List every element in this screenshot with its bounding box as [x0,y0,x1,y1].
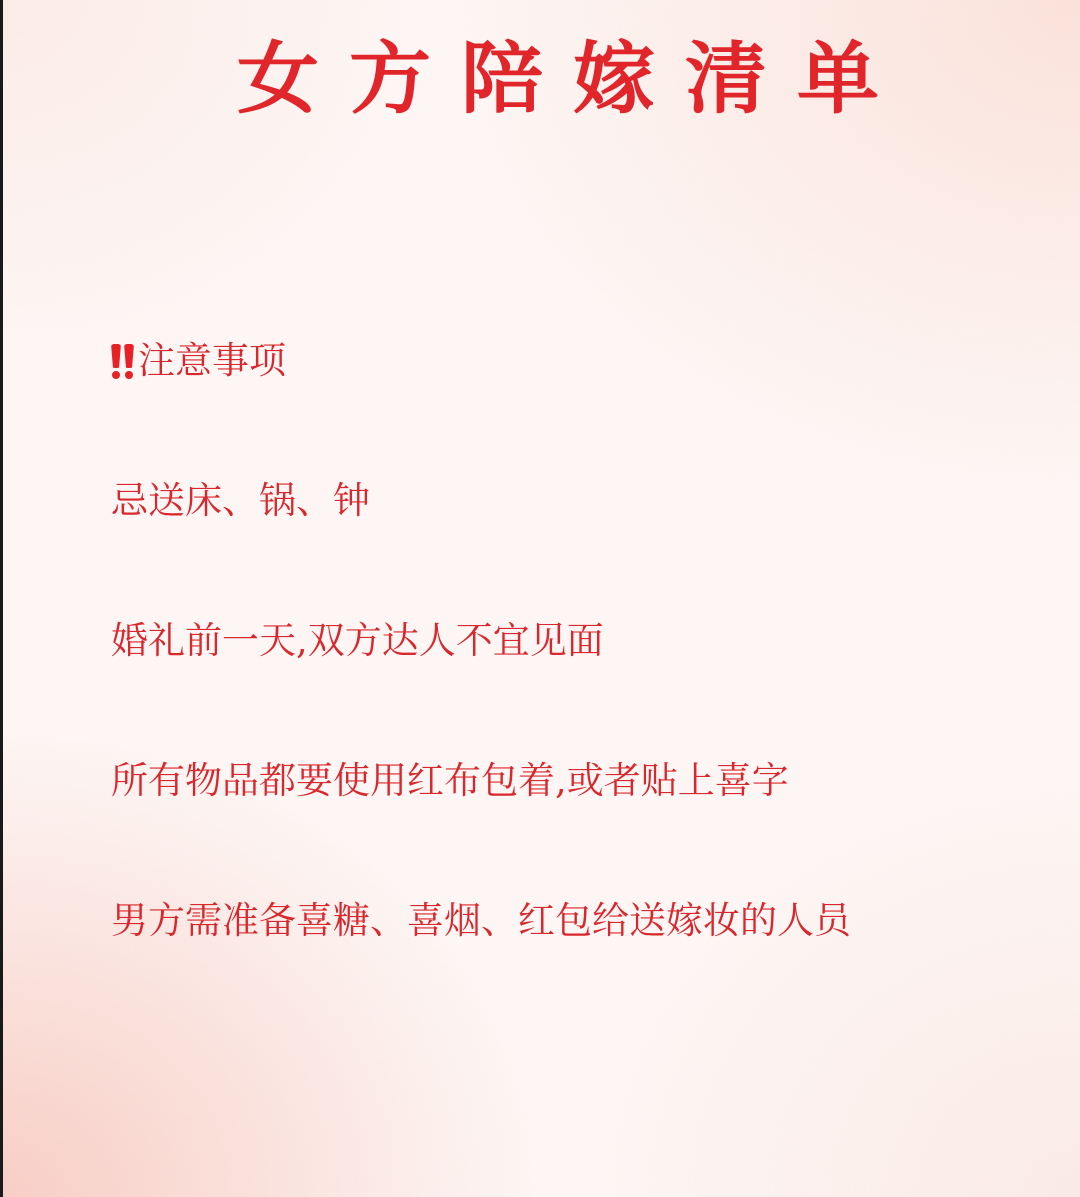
note-item-text: 所有物品都要使用红布包着,或者贴上喜字 [111,759,789,802]
note-item-text: 婚礼前一天,双方达人不宜见面 [111,619,604,662]
exclamation-mark [124,344,134,378]
note-item [111,470,1011,610]
note-item [111,610,1011,750]
note-item-text: 男方需准备喜糖、喜烟、红包给送嫁妆的人员 [111,899,851,942]
notes-heading-label: 注意事项 [138,339,286,382]
note-item-text: 忌送床、锅、钟 [111,479,370,522]
note-item [111,750,1011,890]
exclamation-mark [111,344,121,378]
page-title: 女方陪嫁清单 [236,34,909,125]
notes-section [111,330,1011,1030]
double-exclamation-icon [111,330,134,392]
note-item [111,890,1011,1030]
notes-heading [111,330,1011,470]
